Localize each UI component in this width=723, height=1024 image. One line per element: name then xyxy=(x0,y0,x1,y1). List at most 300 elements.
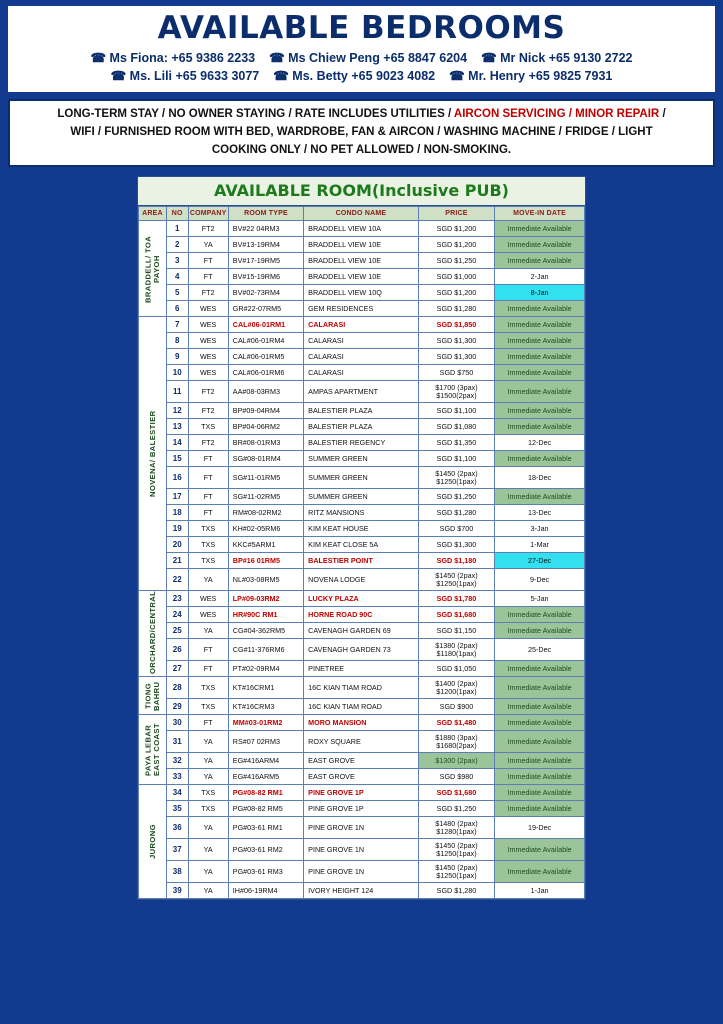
price-cell: SGD $1,200 xyxy=(418,285,494,301)
move-in-date-cell: Immediate Available xyxy=(495,489,585,505)
move-in-date-cell: 9-Dec xyxy=(495,569,585,591)
row-number: 16 xyxy=(166,467,188,489)
company-cell: YA xyxy=(188,839,228,861)
company-cell: YA xyxy=(188,753,228,769)
condo-name-cell: CAVENAGH GARDEN 69 xyxy=(304,623,419,639)
row-number: 20 xyxy=(166,537,188,553)
move-in-date-cell: Immediate Available xyxy=(495,769,585,785)
room-type-cell: CG#04-362RM5 xyxy=(228,623,303,639)
row-number: 29 xyxy=(166,699,188,715)
condo-name-cell: BRADDELL VIEW 10E xyxy=(304,269,419,285)
table-header-row xyxy=(139,207,585,221)
table-row xyxy=(139,623,585,639)
table-row xyxy=(139,317,585,333)
move-in-date-cell: Immediate Available xyxy=(495,715,585,731)
row-number: 10 xyxy=(166,365,188,381)
company-cell: FT xyxy=(188,505,228,521)
move-in-date-cell: Immediate Available xyxy=(495,403,585,419)
table-row xyxy=(139,537,585,553)
table-row xyxy=(139,639,585,661)
table-row xyxy=(139,801,585,817)
move-in-date-cell: Immediate Available xyxy=(495,661,585,677)
price-cell: $1380 (2pax) $1180(1pax) xyxy=(418,639,494,661)
company-cell: FT2 xyxy=(188,285,228,301)
row-number: 35 xyxy=(166,801,188,817)
availability-table-wrap xyxy=(137,176,586,900)
room-type-cell: GR#22-07RM5 xyxy=(228,301,303,317)
move-in-date-cell: Immediate Available xyxy=(495,237,585,253)
move-in-date-cell: Immediate Available xyxy=(495,221,585,237)
table-row xyxy=(139,607,585,623)
company-cell: TXS xyxy=(188,785,228,801)
move-in-date-cell: Immediate Available xyxy=(495,301,585,317)
room-type-cell: PG#03-61 RM1 xyxy=(228,817,303,839)
condo-name-cell: 16C KIAN TIAM ROAD xyxy=(304,699,419,715)
room-type-cell: MM#03-01RM2 xyxy=(228,715,303,731)
table-row xyxy=(139,349,585,365)
area-cell: PAYA LEBAR EAST COAST xyxy=(139,715,167,785)
company-cell: WES xyxy=(188,607,228,623)
row-number: 14 xyxy=(166,435,188,451)
table-row xyxy=(139,521,585,537)
room-type-cell: SG#11-02RM5 xyxy=(228,489,303,505)
room-type-cell: RS#07 02RM3 xyxy=(228,731,303,753)
move-in-date-cell: Immediate Available xyxy=(495,753,585,769)
row-number: 5 xyxy=(166,285,188,301)
table-row xyxy=(139,381,585,403)
condo-name-cell: BRADDELL VIEW 10Q xyxy=(304,285,419,301)
row-number: 28 xyxy=(166,677,188,699)
price-cell: SGD $1,480 xyxy=(418,715,494,731)
move-in-date-cell: 5-Jan xyxy=(495,591,585,607)
move-in-date-cell: Immediate Available xyxy=(495,801,585,817)
room-type-cell: KH#02-05RM6 xyxy=(228,521,303,537)
row-number: 17 xyxy=(166,489,188,505)
row-number: 33 xyxy=(166,769,188,785)
move-in-date-cell: 8-Jan xyxy=(495,285,585,301)
condo-name-cell: BRADDELL VIEW 10A xyxy=(304,221,419,237)
condo-name-cell: ROXY SQUARE xyxy=(304,731,419,753)
poster-header xyxy=(8,6,715,92)
condo-name-cell: BALESTIER PLAZA xyxy=(304,419,419,435)
condo-name-cell: SUMMER GREEN xyxy=(304,451,419,467)
move-in-date-cell: Immediate Available xyxy=(495,451,585,467)
price-cell: SGD $1,280 xyxy=(418,505,494,521)
company-cell: FT xyxy=(188,269,228,285)
row-number: 26 xyxy=(166,639,188,661)
table-row xyxy=(139,769,585,785)
move-in-date-cell: 1-Mar xyxy=(495,537,585,553)
room-type-cell: NL#03-08RM5 xyxy=(228,569,303,591)
move-in-date-cell: Immediate Available xyxy=(495,699,585,715)
condo-name-cell: HORNE ROAD 90C xyxy=(304,607,419,623)
col-move-in-date: MOVE-IN DATE xyxy=(495,207,585,221)
row-number: 6 xyxy=(166,301,188,317)
price-cell: SGD $1,050 xyxy=(418,661,494,677)
room-type-cell: PG#03-61 RM3 xyxy=(228,861,303,883)
page-title: AVAILABLE BEDROOMS xyxy=(157,10,566,46)
row-number: 11 xyxy=(166,381,188,403)
condo-name-cell: BRADDELL VIEW 10E xyxy=(304,237,419,253)
company-cell: YA xyxy=(188,237,228,253)
move-in-date-cell: Immediate Available xyxy=(495,349,585,365)
area-cell: ORCHARD/CENTRAL xyxy=(139,591,167,677)
col-condo-name: CONDO NAME xyxy=(304,207,419,221)
table-row xyxy=(139,451,585,467)
company-cell: YA xyxy=(188,731,228,753)
company-cell: TXS xyxy=(188,521,228,537)
company-cell: TXS xyxy=(188,677,228,699)
move-in-date-cell: 12-Dec xyxy=(495,435,585,451)
table-row xyxy=(139,253,585,269)
room-type-cell: PG#08-82 RM5 xyxy=(228,801,303,817)
move-in-date-cell: Immediate Available xyxy=(495,677,585,699)
move-in-date-cell: Immediate Available xyxy=(495,731,585,753)
availability-table xyxy=(138,206,585,899)
price-cell: SGD $1,250 xyxy=(418,801,494,817)
price-cell: SGD $1,100 xyxy=(418,451,494,467)
company-cell: FT xyxy=(188,715,228,731)
table-body xyxy=(139,221,585,899)
price-cell: SGD $1,150 xyxy=(418,623,494,639)
room-type-cell: AA#08-03RM3 xyxy=(228,381,303,403)
price-cell: SGD $1,200 xyxy=(418,221,494,237)
move-in-date-cell: 13-Dec xyxy=(495,505,585,521)
table-row xyxy=(139,435,585,451)
row-number: 21 xyxy=(166,553,188,569)
table-row xyxy=(139,301,585,317)
price-cell: SGD $1,250 xyxy=(418,253,494,269)
move-in-date-cell: Immediate Available xyxy=(495,333,585,349)
company-cell: FT2 xyxy=(188,221,228,237)
price-cell: SGD $1,350 xyxy=(418,435,494,451)
room-type-cell: RM#08-02RM2 xyxy=(228,505,303,521)
company-cell: FT xyxy=(188,661,228,677)
row-number: 19 xyxy=(166,521,188,537)
move-in-date-cell: Immediate Available xyxy=(495,607,585,623)
price-cell: SGD $1,280 xyxy=(418,301,494,317)
table-row xyxy=(139,269,585,285)
condo-name-cell: CALARASI xyxy=(304,317,419,333)
condo-name-cell: SUMMER GREEN xyxy=(304,467,419,489)
price-cell: SGD $1,280 xyxy=(418,883,494,899)
table-row xyxy=(139,861,585,883)
notice-line-1-b: / xyxy=(659,108,666,121)
contact-row xyxy=(14,49,709,68)
notice-highlight: AIRCON SERVICING / MINOR REPAIR xyxy=(453,108,660,121)
move-in-date-cell: Immediate Available xyxy=(495,253,585,269)
company-cell: WES xyxy=(188,349,228,365)
area-cell: NOVENA/ BALESTIER xyxy=(139,317,167,591)
company-cell: FT xyxy=(188,253,228,269)
table-row xyxy=(139,221,585,237)
table-row xyxy=(139,489,585,505)
contact-row xyxy=(14,67,709,86)
room-type-cell: BP#09-04RM4 xyxy=(228,403,303,419)
price-cell: SGD $1,080 xyxy=(418,419,494,435)
room-type-cell: SG#08-01RM4 xyxy=(228,451,303,467)
row-number: 1 xyxy=(166,221,188,237)
row-number: 27 xyxy=(166,661,188,677)
table-row xyxy=(139,753,585,769)
contact-chiew-peng: ☎ Ms Chiew Peng +65 8847 6204 xyxy=(269,50,468,65)
company-cell: YA xyxy=(188,861,228,883)
company-cell: FT2 xyxy=(188,381,228,403)
room-type-cell: EG#416ARM4 xyxy=(228,753,303,769)
move-in-date-cell: 27-Dec xyxy=(495,553,585,569)
table-row xyxy=(139,467,585,489)
row-number: 7 xyxy=(166,317,188,333)
room-type-cell: EG#416ARM5 xyxy=(228,769,303,785)
condo-name-cell: SUMMER GREEN xyxy=(304,489,419,505)
room-type-cell: BP#04-06RM2 xyxy=(228,419,303,435)
price-cell: $1300 (2pax) xyxy=(418,753,494,769)
row-number: 12 xyxy=(166,403,188,419)
condo-name-cell: AMPAS APARTMENT xyxy=(304,381,419,403)
condo-name-cell: CALARASI xyxy=(304,333,419,349)
room-type-cell: CG#11-376RM6 xyxy=(228,639,303,661)
price-cell: $1450 (2pax) $1250(1pax) xyxy=(418,861,494,883)
company-cell: FT xyxy=(188,451,228,467)
company-cell: WES xyxy=(188,591,228,607)
condo-name-cell: EAST GROVE xyxy=(304,769,419,785)
row-number: 23 xyxy=(166,591,188,607)
move-in-date-cell: Immediate Available xyxy=(495,785,585,801)
price-cell: $1450 (2pax) $1250(1pax) xyxy=(418,569,494,591)
price-cell: $1450 (2pax) $1250(1pax) xyxy=(418,839,494,861)
company-cell: WES xyxy=(188,365,228,381)
price-cell: SGD $980 xyxy=(418,769,494,785)
price-cell: SGD $1,300 xyxy=(418,537,494,553)
company-cell: FT xyxy=(188,639,228,661)
price-cell: SGD $1,200 xyxy=(418,237,494,253)
price-cell: SGD $1,250 xyxy=(418,489,494,505)
condo-name-cell: CALARASI xyxy=(304,365,419,381)
price-cell: SGD $1,780 xyxy=(418,591,494,607)
row-number: 31 xyxy=(166,731,188,753)
row-number: 38 xyxy=(166,861,188,883)
condo-name-cell: BALESTIER REGENCY xyxy=(304,435,419,451)
row-number: 30 xyxy=(166,715,188,731)
col-area: AREA xyxy=(139,207,167,221)
table-row xyxy=(139,699,585,715)
condo-name-cell: CAVENAGH GARDEN 73 xyxy=(304,639,419,661)
room-type-cell: HR#90C RM1 xyxy=(228,607,303,623)
room-type-cell: CAL#06-01RM4 xyxy=(228,333,303,349)
company-cell: TXS xyxy=(188,699,228,715)
company-cell: WES xyxy=(188,301,228,317)
condo-name-cell: LUCKY PLAZA xyxy=(304,591,419,607)
table-row xyxy=(139,591,585,607)
price-cell: $1480 (2pax) $1280(1pax) xyxy=(418,817,494,839)
room-type-cell: BP#16 01RM5 xyxy=(228,553,303,569)
condo-name-cell: RITZ MANSIONS xyxy=(304,505,419,521)
table-row xyxy=(139,731,585,753)
room-type-cell: BV#15-19RM6 xyxy=(228,269,303,285)
condo-name-cell: KIM KEAT CLOSE 5A xyxy=(304,537,419,553)
company-cell: YA xyxy=(188,817,228,839)
move-in-date-cell: Immediate Available xyxy=(495,381,585,403)
price-cell: SGD $1,680 xyxy=(418,785,494,801)
room-type-cell: CAL#06-01RM6 xyxy=(228,365,303,381)
room-type-cell: KT#16CRM1 xyxy=(228,677,303,699)
notice-line-1 xyxy=(16,106,707,124)
move-in-date-cell: Immediate Available xyxy=(495,623,585,639)
row-number: 37 xyxy=(166,839,188,861)
table-row xyxy=(139,715,585,731)
table-row xyxy=(139,785,585,801)
row-number: 32 xyxy=(166,753,188,769)
condo-name-cell: CALARASI xyxy=(304,349,419,365)
room-type-cell: BV#13-19RM4 xyxy=(228,237,303,253)
row-number: 25 xyxy=(166,623,188,639)
price-cell: SGD $1,000 xyxy=(418,269,494,285)
table-row xyxy=(139,569,585,591)
notice-line-1-a: LONG-TERM STAY / NO OWNER STAYING / RATE INCLUDES UTILITIES / xyxy=(57,108,454,121)
row-number: 2 xyxy=(166,237,188,253)
col-no: NO xyxy=(166,207,188,221)
room-type-cell: CAL#06-01RM5 xyxy=(228,349,303,365)
room-type-cell: BV#22 04RM3 xyxy=(228,221,303,237)
table-row xyxy=(139,553,585,569)
price-cell: SGD $1,850 xyxy=(418,317,494,333)
contact-fiona: ☎ Ms Fiona: +65 9386 2233 xyxy=(90,50,256,65)
price-cell: SGD $1,300 xyxy=(418,333,494,349)
company-cell: YA xyxy=(188,623,228,639)
table-title: AVAILABLE ROOM(Inclusive PUB) xyxy=(138,177,585,206)
row-number: 22 xyxy=(166,569,188,591)
notice-line-3: COOKING ONLY / NO PET ALLOWED / NON-SMOKING. xyxy=(211,143,512,156)
col-room-type: ROOM TYPE xyxy=(228,207,303,221)
move-in-date-cell: 1-Jan xyxy=(495,883,585,899)
table-row xyxy=(139,677,585,699)
company-cell: YA xyxy=(188,883,228,899)
condo-name-cell: BRADDELL VIEW 10E xyxy=(304,253,419,269)
move-in-date-cell: Immediate Available xyxy=(495,861,585,883)
price-cell: SGD $1,680 xyxy=(418,607,494,623)
row-number: 13 xyxy=(166,419,188,435)
row-number: 9 xyxy=(166,349,188,365)
area-cell: JURONG xyxy=(139,785,167,899)
company-cell: TXS xyxy=(188,537,228,553)
condo-name-cell: PINE GROVE 1N xyxy=(304,839,419,861)
contact-lili: ☎ Ms. Lili +65 9633 3077 xyxy=(110,69,260,84)
room-type-cell: LP#09-03RM2 xyxy=(228,591,303,607)
row-number: 34 xyxy=(166,785,188,801)
price-cell: $1880 (3pax) $1680(2pax) xyxy=(418,731,494,753)
row-number: 15 xyxy=(166,451,188,467)
move-in-date-cell: 19-Dec xyxy=(495,817,585,839)
row-number: 39 xyxy=(166,883,188,899)
condo-name-cell: PINE GROVE 1P xyxy=(304,801,419,817)
price-cell: SGD $700 xyxy=(418,521,494,537)
room-type-cell: KKC#5ARM1 xyxy=(228,537,303,553)
condo-name-cell: GEM RESIDENCES xyxy=(304,301,419,317)
table-row xyxy=(139,237,585,253)
company-cell: TXS xyxy=(188,801,228,817)
condo-name-cell: MORO MANSION xyxy=(304,715,419,731)
price-cell: $1450 (2pax) $1250(1pax) xyxy=(418,467,494,489)
price-cell: SGD $1,180 xyxy=(418,553,494,569)
condo-name-cell: NOVENA LODGE xyxy=(304,569,419,591)
move-in-date-cell: Immediate Available xyxy=(495,317,585,333)
contact-henry: ☎ Mr. Henry +65 9825 7931 xyxy=(449,69,613,84)
condo-name-cell: KIM KEAT HOUSE xyxy=(304,521,419,537)
condo-name-cell: PINETREE xyxy=(304,661,419,677)
move-in-date-cell: 2-Jan xyxy=(495,269,585,285)
price-cell: SGD $900 xyxy=(418,699,494,715)
condo-name-cell: PINE GROVE 1P xyxy=(304,785,419,801)
company-cell: FT2 xyxy=(188,435,228,451)
room-type-cell: PG#03-61 RM2 xyxy=(228,839,303,861)
condo-name-cell: PINE GROVE 1N xyxy=(304,861,419,883)
row-number: 8 xyxy=(166,333,188,349)
contact-betty: ☎ Ms. Betty +65 9023 4082 xyxy=(273,69,436,84)
company-cell: TXS xyxy=(188,553,228,569)
row-number: 3 xyxy=(166,253,188,269)
row-number: 4 xyxy=(166,269,188,285)
terms-notice xyxy=(8,99,715,167)
table-row xyxy=(139,419,585,435)
table-row xyxy=(139,883,585,899)
move-in-date-cell: 3-Jan xyxy=(495,521,585,537)
move-in-date-cell: 18-Dec xyxy=(495,467,585,489)
table-row xyxy=(139,817,585,839)
table-row xyxy=(139,333,585,349)
move-in-date-cell: Immediate Available xyxy=(495,365,585,381)
table-row xyxy=(139,365,585,381)
row-number: 18 xyxy=(166,505,188,521)
room-type-cell: BV#17-19RM5 xyxy=(228,253,303,269)
condo-name-cell: BALESTIER PLAZA xyxy=(304,403,419,419)
condo-name-cell: 16C KIAN TIAM ROAD xyxy=(304,677,419,699)
condo-name-cell: EAST GROVE xyxy=(304,753,419,769)
room-type-cell: SG#11-01RM5 xyxy=(228,467,303,489)
col-price: PRICE xyxy=(418,207,494,221)
notice-line-2: WIFI / FURNISHED ROOM WITH BED, WARDROBE, FAN & AIRCON / WASHING MACHINE / FRIDGE / LIGHT xyxy=(70,125,653,138)
company-cell: WES xyxy=(188,317,228,333)
company-cell: FT xyxy=(188,467,228,489)
table-row xyxy=(139,661,585,677)
room-type-cell: CAL#06-01RM1 xyxy=(228,317,303,333)
table-row xyxy=(139,403,585,419)
col-company: COMPANY xyxy=(188,207,228,221)
price-cell: SGD $1,100 xyxy=(418,403,494,419)
room-type-cell: BV#02-73RM4 xyxy=(228,285,303,301)
condo-name-cell: BALESTIER POINT xyxy=(304,553,419,569)
move-in-date-cell: 25-Dec xyxy=(495,639,585,661)
room-type-cell: PG#08-82 RM1 xyxy=(228,785,303,801)
table-row xyxy=(139,505,585,521)
price-cell: $1400 (2pax) $1200(1pax) xyxy=(418,677,494,699)
room-type-cell: IH#06-19RM4 xyxy=(228,883,303,899)
company-cell: FT xyxy=(188,489,228,505)
company-cell: YA xyxy=(188,769,228,785)
company-cell: TXS xyxy=(188,419,228,435)
contact-nick: ☎ Mr Nick +65 9130 2722 xyxy=(481,50,633,65)
row-number: 36 xyxy=(166,817,188,839)
company-cell: FT2 xyxy=(188,403,228,419)
price-cell: SGD $1,300 xyxy=(418,349,494,365)
room-type-cell: BR#08-01RM3 xyxy=(228,435,303,451)
area-cell: BRADDELL/ TOA PAYOH xyxy=(139,221,167,317)
room-type-cell: PT#02-09RM4 xyxy=(228,661,303,677)
area-cell: TIONG BAHRU xyxy=(139,677,167,715)
table-row xyxy=(139,839,585,861)
price-cell: $1700 (3pax) $1500(2pax) xyxy=(418,381,494,403)
company-cell: WES xyxy=(188,333,228,349)
condo-name-cell: PINE GROVE 1N xyxy=(304,817,419,839)
